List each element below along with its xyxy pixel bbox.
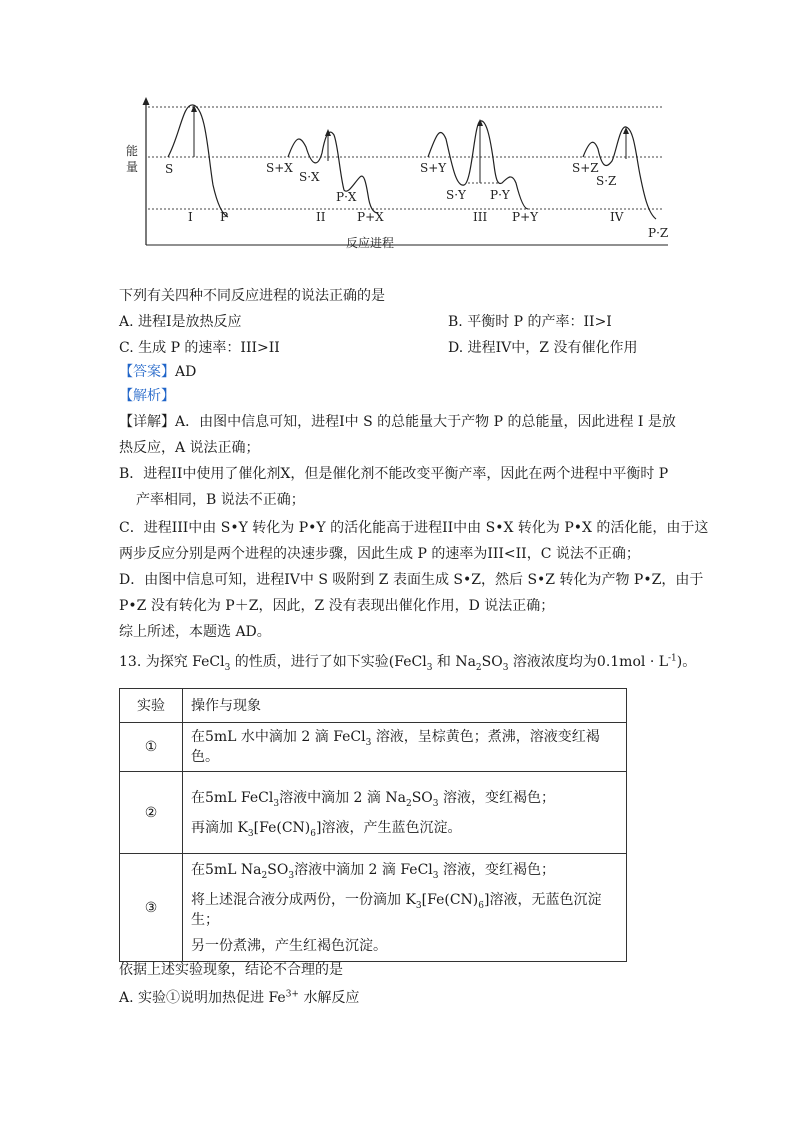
label-S-dot-X: S·X [299, 170, 320, 184]
label-S-dot-Z: S·Z [596, 174, 617, 188]
answer-tag: 【答案】 [119, 364, 175, 380]
row1-number: ① [120, 723, 183, 772]
q13-option-A: A. 实验①说明加热促进 $Fe^{3+}$ 水解反应 [119, 989, 360, 1006]
label-P-plus-X: P+X [357, 210, 384, 224]
label-P-dot-X: P·X [336, 190, 357, 204]
detail-A-text1: A．由图中信息可知，进程I中 S 的总能量大于产物 P 的总能量，因此进程 I 是放 [175, 414, 676, 430]
q12-option-C: C. 生成 P 的速率：III>II [119, 340, 280, 356]
label-S-dot-Y: S·Y [446, 188, 466, 202]
label-S-plus-Z: S+Z [572, 161, 599, 175]
table-row [120, 772, 627, 854]
y-axis-label-1: 能 [126, 144, 139, 158]
detail-C-line1: C．进程III中由 S•Y 转化为 P•Y 的活化能高于进程II中由 S•X 转化为 P•X 的活化能，由于这 [119, 520, 709, 536]
q12-option-D: D. 进程IV中，Z 没有催化作用 [448, 340, 638, 356]
energy-profile-diagram [128, 95, 688, 255]
label-P-plus-Y: P+Y [512, 210, 539, 224]
q12-stem: 下列有关四种不同反应进程的说法正确的是 [119, 288, 385, 304]
row1-text: 在5mL 水中滴加 2 滴 FeCl$_3$ 溶液，呈棕黄色；煮沸，溶液变红褐色。 [183, 723, 627, 772]
table-header-row [120, 689, 627, 723]
q12-answer [119, 362, 196, 382]
detail-A-line1 [119, 412, 676, 432]
analysis-tag: 【解析】 [119, 388, 175, 404]
x-axis-label: 反应进程 [346, 236, 395, 250]
label-S-plus-X: S+X [266, 161, 293, 175]
detail-tag: 【详解】 [119, 414, 175, 430]
detail-A-line2: 热反应，A 说法正确； [119, 440, 260, 456]
detail-B-line1: B．进程II中使用了催化剂X，但是催化剂不能改变平衡产率，因此在两个进程中平衡时 P [119, 466, 669, 482]
label-III: III [473, 210, 488, 224]
q12-analysis-tag [119, 386, 175, 406]
col-header-operation: 操作与现象 [183, 689, 627, 723]
table-row [120, 723, 627, 772]
q12-option-B: B. 平衡时 P 的产率：II>I [448, 314, 612, 330]
detail-C-line2: 两步反应分别是两个进程的决速步骤，因此生成 P 的速率为III<II，C 说法不正确； [119, 546, 640, 562]
y-axis-label-2: 量 [126, 160, 139, 174]
col-header-experiment: 实验 [120, 689, 183, 723]
answer-value: AD [175, 364, 197, 380]
label-I: I [188, 210, 193, 224]
row2-number: ② [120, 772, 183, 854]
detail-B-line2: 产率相同，B 说法不正确； [136, 492, 305, 508]
row3-text: 在5mL $Na_2SO_3$溶液中滴加 2 滴 FeCl$_3$ 溶液，变红褐色； 将上述混合液分成两份，一份滴加 $K_3[Fe(CN)_6]$溶液，无蓝色沉淀生； 另一份煮沸，产生红褐色沉淀。 [183, 854, 627, 962]
table-row [120, 854, 627, 962]
row3-number: ③ [120, 854, 183, 962]
label-P: P [220, 210, 229, 224]
detail-D-line2: P•Z 没有转化为 P＋Z，因此，Z 没有表现出催化作用，D 说法正确； [119, 598, 555, 614]
label-P-dot-Y: P·Y [490, 188, 510, 202]
label-IV: IV [610, 210, 624, 224]
detail-D-line1: D．由图中信息可知，进程IV中 S 吸附到 Z 表面生成 S•Z，然后 S•Z 转化为产物 P•Z，由于 [119, 572, 704, 588]
curve-process-I [168, 105, 228, 217]
q13-after-table: 依据上述实验现象，结论不合理的是 [119, 962, 343, 978]
label-S-plus-Y: S+Y [420, 161, 447, 175]
label-S: S [165, 162, 174, 176]
y-axis-arrow [143, 97, 150, 105]
label-II: II [316, 210, 326, 224]
q12-option-A: A. 进程I是放热反应 [119, 314, 242, 330]
row2-text: 在5mL FeCl$_3$溶液中滴加 2 滴 $Na_2SO_3$ 溶液，变红褐色； 再滴加 $K_3[Fe(CN)_6]$溶液，产生蓝色沉淀。 [183, 772, 627, 854]
experiment-table [119, 688, 627, 962]
label-P-dot-Z: P·Z [648, 226, 669, 240]
conclusion: 综上所述，本题选 AD。 [119, 624, 271, 640]
q13-stem: 13. 为探究 FeCl$_3$ 的性质，进行了如下实验(FeCl$_3$ 和 $Na_2SO_3$ 溶液浓度均为$0.1mol \cdot L^{-1}$)。 [119, 653, 697, 673]
